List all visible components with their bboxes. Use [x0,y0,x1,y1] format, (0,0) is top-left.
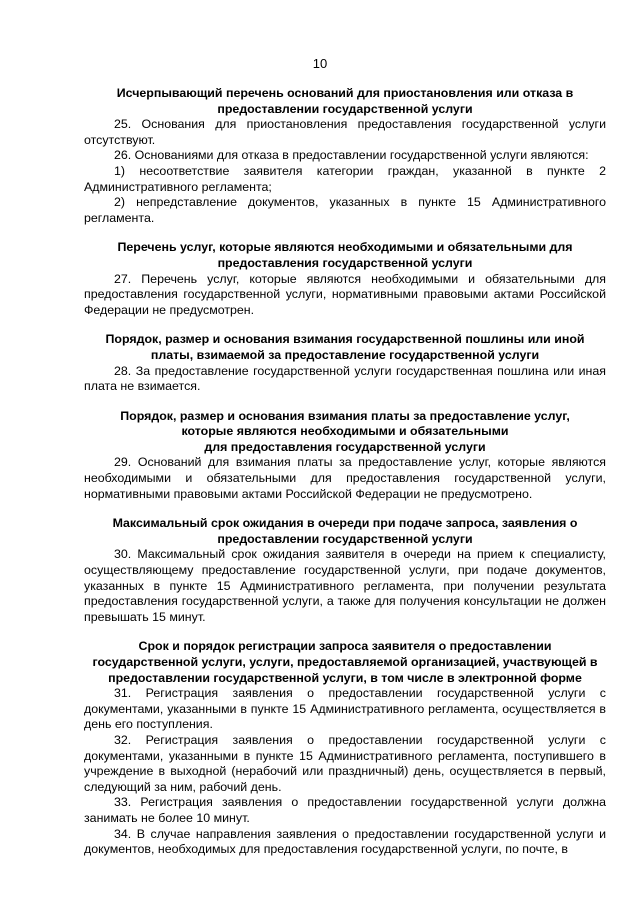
section-heading [84,240,606,271]
heading-line: государственной услуги, услуги, предоставляемой организацией, участвующей в [92,655,598,669]
heading-line: Порядок, размер и основания взимания государственной пошлины или иной [105,332,585,347]
document-body [84,86,606,858]
paragraph: 2) непредставление документов, указанных в пункте 15 Административного регламента. [84,195,606,225]
heading-line: Порядок, размер и основания взимания платы за предоставление услуг, [120,408,570,423]
heading-line: Перечень услуг, которые являются необходимыми и обязательными для [117,240,573,255]
heading-line: предоставлении государственной услуги, в том числе в электронной форме [108,670,582,685]
paragraph: 34. В случае направления заявления о предоставлении государственной услуги и документов, необходимых для предоставления государственной услуги, по почте, в [84,826,606,857]
section-required-services [84,240,606,318]
page-number: 10 [312,56,328,71]
section-fee-for-services [84,409,606,503]
heading-line: предоставлении государственной услуги [217,101,473,116]
section-state-fee [84,332,606,394]
section-heading [84,516,606,547]
heading-line: для предоставления государственной услуги [204,439,486,454]
section-heading [84,86,606,117]
heading-line: предоставлении государственной услуги [217,531,473,546]
heading-line: платы, взимаемой за предоставление государственной услуги [150,347,540,362]
section-queue-waiting-time [84,516,606,625]
paragraph: 1) несоответствие заявителя категории граждан, указанной в пункте 2 Административного регламента; [84,163,606,194]
heading-line: Срок и порядок регистрации запроса заявителя о предоставлении [138,639,552,654]
section-heading [84,332,606,363]
paragraph: 25. Основания для приостановления предоставления государственной услуги отсутствуют. [84,117,606,147]
paragraph: 26. Основаниями для отказа в предоставлении государственной услуги являются: [114,148,589,163]
paragraph: 32. Регистрация заявления о предоставлении государственной услуги с документами, указанными в пункте 15 Административного регламента, поступившего в учреждение в выходной (нерабочий или праздничный) день, осуществляется в первый, следующий за ним, рабочий день. [84,732,606,794]
paragraph: 30. Максимальный срок ожидания заявителя в очереди на прием к специалисту, осуществляющему предоставление государственной услуги, при подаче документов, указанных в пункте 15 Административного регламента, при получении результата предоставления государственной услуги, а также для получения консультации не должен превышать 15 минут. [84,547,606,624]
heading-line: которые являются необходимыми и обязательными [181,424,509,439]
section-heading [84,409,606,456]
paragraph: 33. Регистрация заявления о предоставлении государственной услуги должна занимать не более 10 минут. [84,795,606,825]
heading-line: Исчерпывающий перечень оснований для приостановления или отказа в [116,86,574,100]
heading-line: предоставления государственной услуги [217,255,473,270]
paragraph: 27. Перечень услуг, которые являются необходимыми и обязательными для предоставления государственной услуги, нормативными правовыми актами Российской Федерации не предусмотрен. [84,271,606,317]
section-heading [84,639,606,686]
heading-line: Максимальный срок ожидания в очереди при подаче запроса, заявления о [112,516,578,531]
paragraph: 31. Регистрация заявления о предоставлении государственной услуги с документами, указанными в пункте 15 Административного регламента, осуществляется в день его поступления. [84,686,606,732]
section-grounds-for-refusal [84,86,606,226]
paragraph: 28. За предоставление государственной услуги государственная пошлина или иная плата не взимается. [84,363,606,394]
section-request-registration [84,639,606,857]
paragraph: 29. Оснований для взимания платы за предоставление услуг, которые являются необходимыми и обязательными для предоставления государственной услуги, нормативными правовыми актами Российской Федерации не предусмотрено. [84,455,606,501]
